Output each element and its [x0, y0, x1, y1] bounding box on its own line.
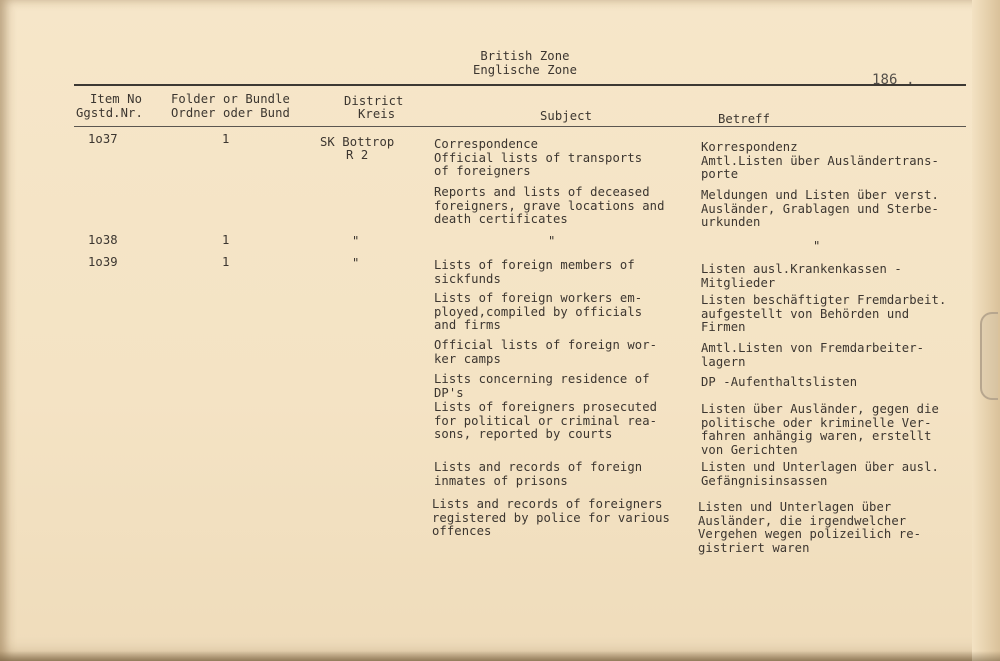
ditto-mark: ": [813, 239, 821, 253]
betreff-text: Listen beschäftigter Fremdarbeit. aufgestellt von Behörden und Firmen: [701, 293, 947, 334]
folder-number: 1: [222, 132, 230, 146]
district-name: SK Bottrop: [320, 135, 395, 149]
betreff-text: Meldungen und Listen über verst. Ausländer, Grablagen und Sterbe- urkunden: [701, 188, 939, 229]
col-district-en: District: [344, 94, 404, 108]
ditto-mark: ": [352, 256, 360, 270]
folder-number: 1: [222, 233, 230, 247]
item-number: 1o37: [88, 132, 118, 146]
item-number: 1o39: [88, 255, 118, 269]
col-subject: Subject: [540, 109, 593, 123]
page-bottom-shadow: [0, 651, 1000, 661]
ditto-mark: ": [352, 234, 360, 248]
zone-title-german: Englische Zone: [472, 63, 578, 77]
paper-clip-mark: [980, 312, 998, 400]
folder-number: 1: [222, 255, 230, 269]
subject-text: Lists of foreign members of sickfunds: [434, 258, 635, 286]
col-betreff: Betreff: [718, 112, 771, 126]
col-item-en: Item No: [90, 92, 143, 106]
zone-title-english: British Zone: [480, 49, 570, 63]
subject-text: Correspondence Official lists of transports of foreigners: [434, 137, 643, 178]
betreff-text: Listen über Ausländer, gegen die politische oder kriminelle Ver- fahren anhängig waren, erstellt von Gerichten: [701, 402, 939, 457]
col-item-de: Ggstd.Nr.: [76, 106, 143, 120]
col-district-de: Kreis: [358, 107, 396, 121]
page-number: 186 .: [872, 72, 915, 88]
betreff-text: Listen und Unterlagen über ausl. Gefängnisinsassen: [701, 460, 939, 488]
col-folder-de: Ordner oder Bund: [171, 106, 290, 120]
betreff-text: Listen und Unterlagen über Ausländer, die irgendwelcher Vergehen wegen polizeilich re- gistriert waren: [698, 500, 922, 555]
item-number: 1o38: [88, 233, 118, 247]
subject-text: Lists of foreigners prosecuted for political or criminal rea- sons, reported by courts: [434, 400, 658, 441]
betreff-text: Korrespondenz Amtl.Listen über Ausländertrans- porte: [701, 140, 939, 181]
betreff-text: DP -Aufenthaltslisten: [701, 375, 858, 389]
district-code: R 2: [346, 148, 369, 162]
header-top-rule: [74, 84, 966, 86]
subject-text: Lists of foreign workers em- ployed,compiled by officials and firms: [434, 291, 643, 332]
header-bottom-rule: [74, 126, 966, 127]
betreff-text: Listen ausl.Krankenkassen - Mitglieder: [701, 262, 902, 290]
subject-text: Lists and records of foreign inmates of prisons: [434, 460, 643, 488]
betreff-text: Amtl.Listen von Fremdarbeiter- lagern: [701, 341, 925, 369]
subject-text: Reports and lists of deceased foreigners, grave locations and death certificates: [434, 185, 665, 226]
ditto-mark: ": [548, 234, 556, 248]
subject-text: Lists concerning residence of DP's: [434, 372, 650, 400]
subject-text: Official lists of foreign wor- ker camps: [434, 338, 658, 366]
subject-text: Lists and records of foreigners registered by police for various offences: [432, 497, 670, 538]
col-folder-en: Folder or Bundle: [171, 92, 290, 106]
